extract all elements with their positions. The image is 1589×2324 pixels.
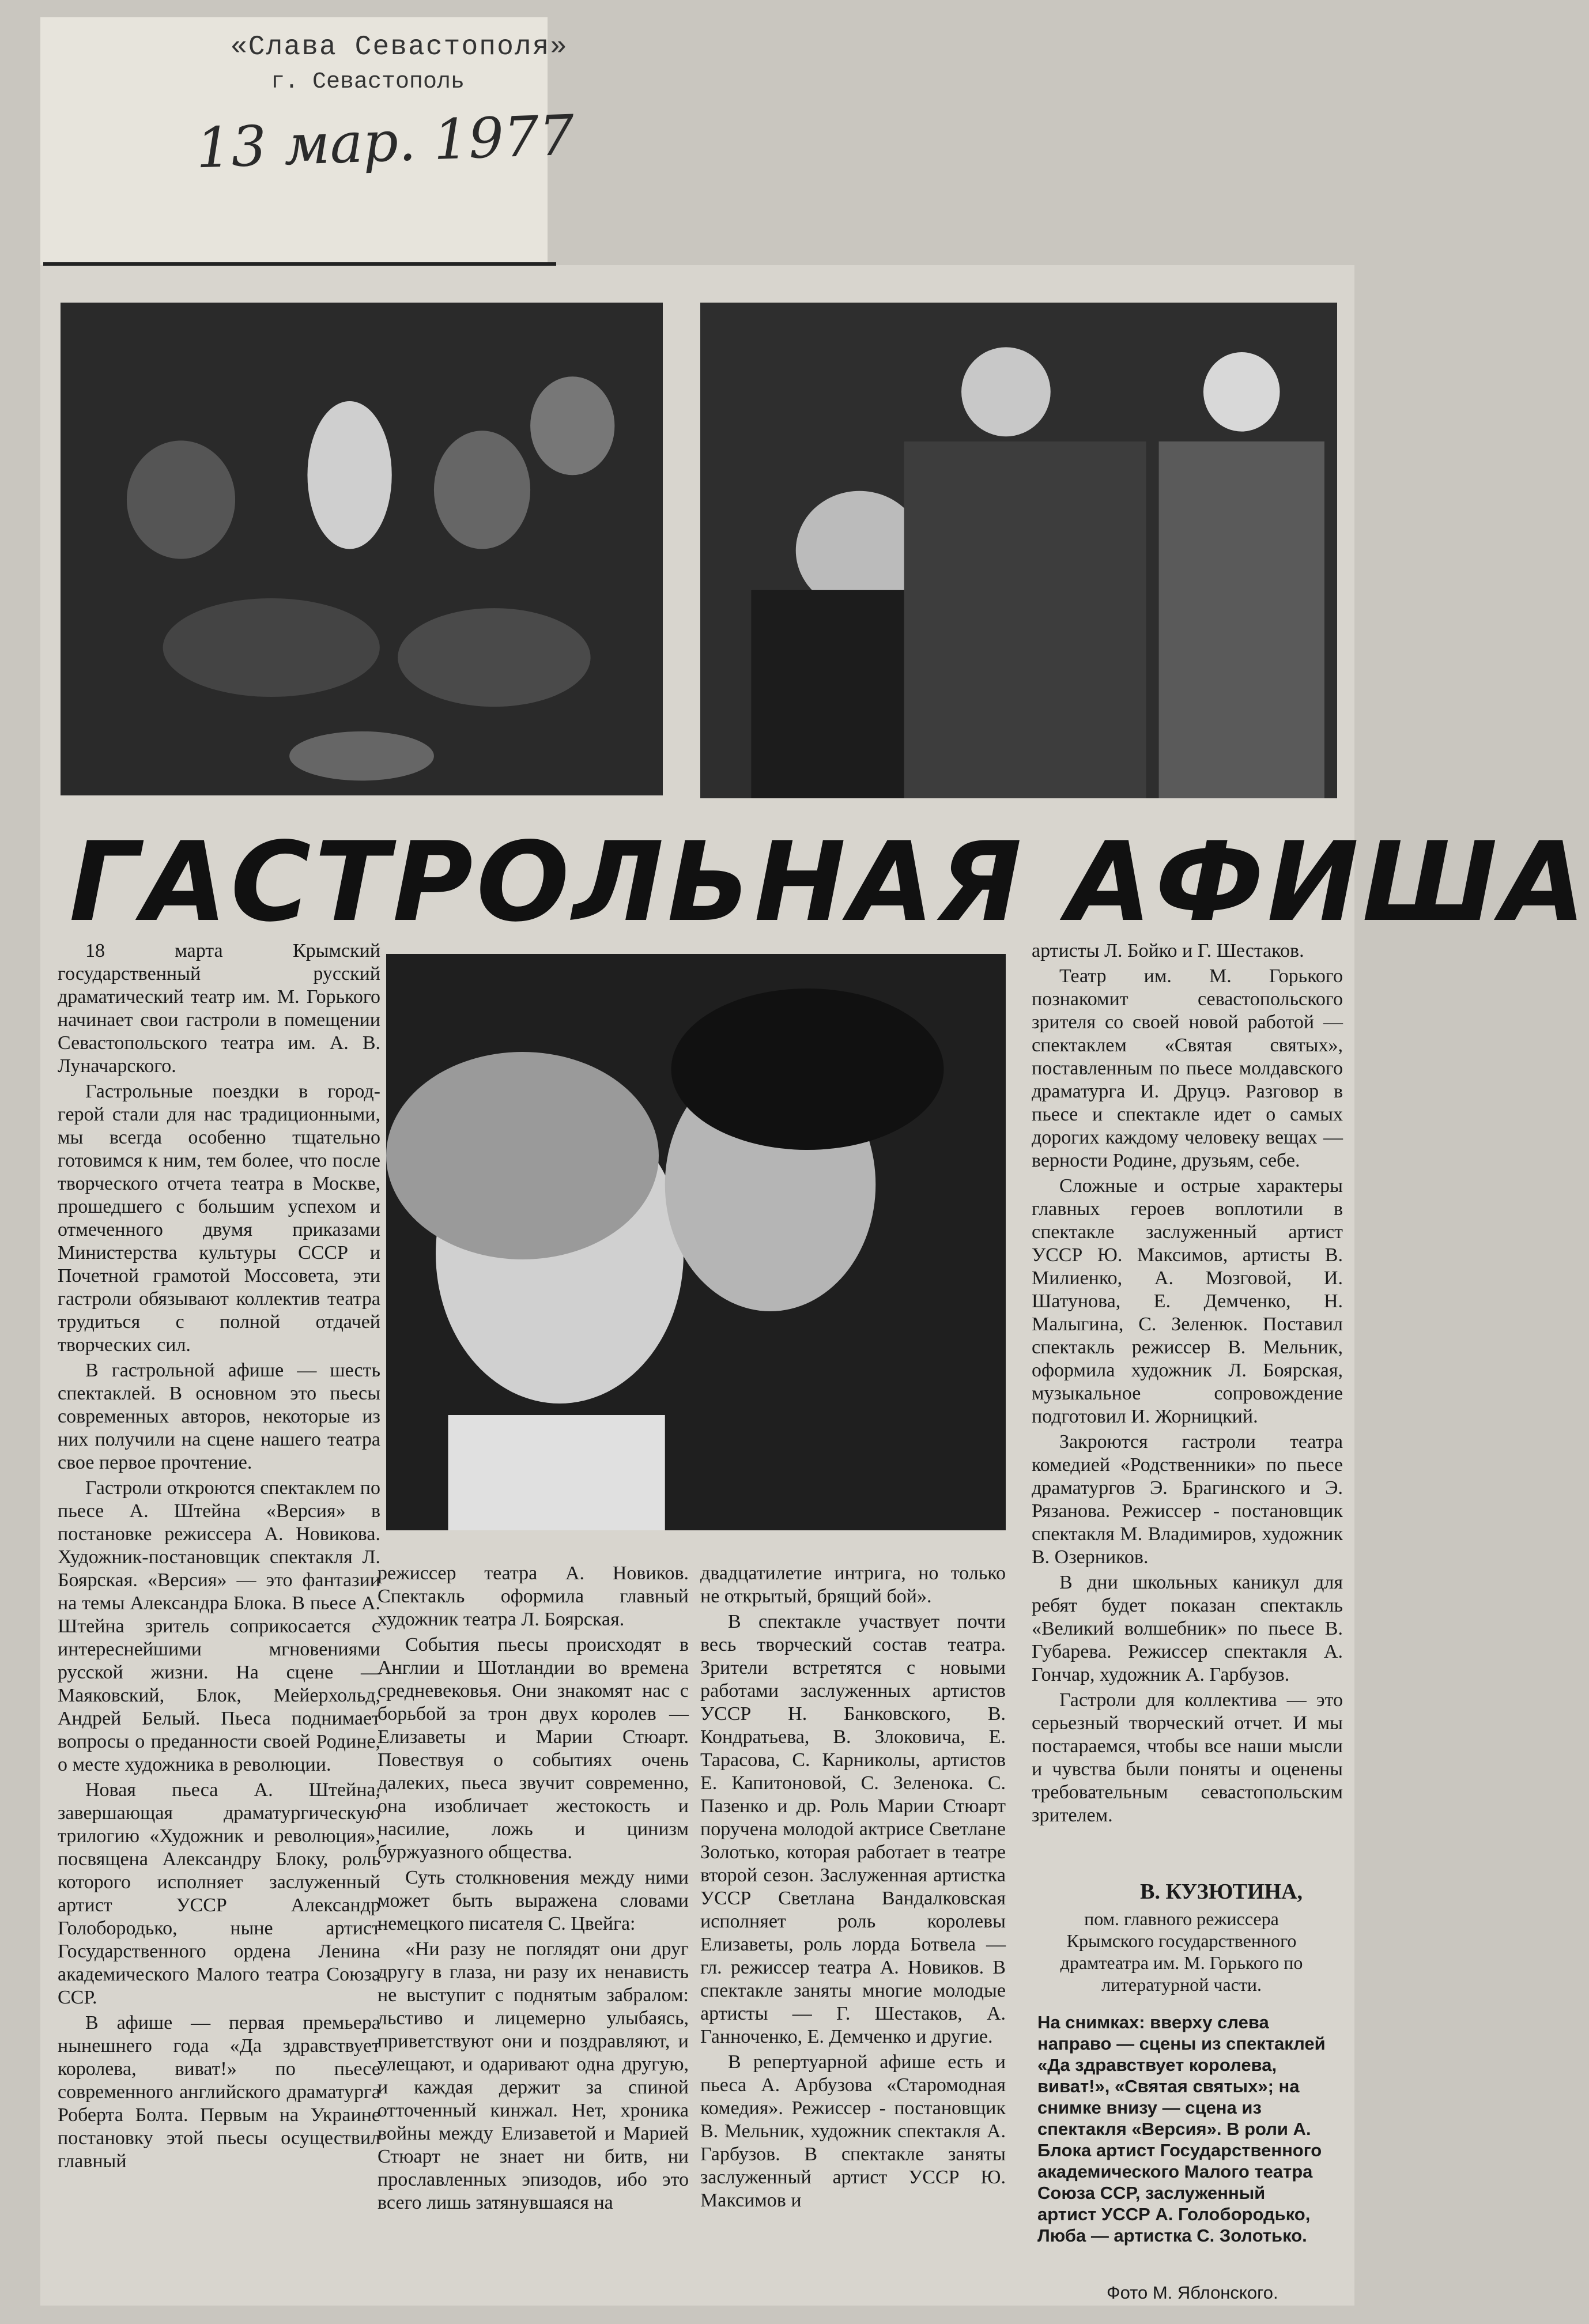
- photo-crowd-scene: [61, 303, 663, 795]
- paragraph: Гастроли откроются спектаклем по пьесе А. Штейна «Версия» в постановке режиссера А. Новикова. Художник-постановщик спектакля Л. Боярская. «Версия» — это фантазии на темы Александра Блока. В пьесе А. Штейна зритель соприкосается с интереснейшими мгновениями русской жизни. На сцене — Маяковский, Блок, Мейерхольд, Андрей Белый. Пьеса поднимает вопросы о преданности своей Родине, о месте художника в революции.: [58, 1477, 380, 1775]
- paragraph: В гастрольной афише — шесть спектаклей. В основном это пьесы современных авторов, некоторые из них получили на сцене нашего театра свое первое прочтение.: [58, 1360, 380, 1473]
- article-column-3: [700, 1562, 1006, 2214]
- paragraph: В спектакле участвует почти весь творческий состав театра. Зрители встретятся с новыми работами заслуженных артистов УССР Н. Банковского, В. Кондратьева, В. Злоковича, Е. Тарасова, С. Карниколы, артистов Е. Капитоновой, С. Зеленока. С. Пазенко и др. Роль Марии Стюарт поручена молодой актрисе Светлане Золотько, которая работает в театре второй сезон. Заслуженная артистка УССР Светлана Вандалковская исполняет роль королевы Елизаветы, роль лорда Ботвела — гл. режиссер театра А. Новиков. В спектакле заняты многие молодые артисты — Г. Шестаков, А. Ганноченко, Е. Демченко и другие.: [700, 1611, 1006, 2047]
- paragraph: Новая пьеса А. Штейна, завершающая драматургическую трилогию «Художник и революция», посвящена Александру Блоку, роль которого исполняет заслуженный артист УССР Александр Голобородько, ныне артист Государственного ордена Ленина академического Малого театра Союза ССР.: [58, 1779, 380, 2008]
- author-name: В. КУЗЮТИНА,: [1140, 1880, 1303, 1904]
- city-stamp: г. Севастополь: [271, 69, 465, 95]
- paragraph: «Ни разу не поглядят они друг другу в глаза, ни разу их ненависть не выступит с поднятым забралом: льстиво и лицемерно улыбаясь, приветствуют они и поздравляют, и улещают, и одаривают одна другую, и каждая держит за спиной отточенный кинжал. Нет, хроника войны между Елизаветой и Марией Стюарт не знает ни битв, ни прославленных эпизодов, ибо это всего лишь затянувшаяся на: [378, 1938, 689, 2213]
- paragraph: В дни школьных каникул для ребят будет показан спектакль «Великий волшебник» по пьесе В. Губарева. Режиссер спектакля А. Гончар, художник А. Гарбузов.: [1032, 1572, 1343, 1685]
- article-column-2: [378, 1562, 689, 2217]
- photo-credit: Фото М. Яблонского.: [1107, 2282, 1278, 2303]
- paragraph: режиссер театра А. Новиков. Спектакль оформила главный художник театра Л. Боярская.: [378, 1563, 689, 1630]
- article-column-4: [1032, 940, 1343, 1829]
- paragraph: В афише — первая премьера нынешнего года «Да здравствует королева, виват!» по пьесе современного английского драматурга Роберта Болта. Первым на Украине постановку этой пьесы осуществил главный: [58, 2012, 380, 2172]
- paragraph: 18 марта Крымский государственный русский драматический театр им. М. Горького начинает свои гастроли в помещении Севастопольского театра им. А. В. Луначарского.: [58, 940, 380, 1077]
- newspaper-stamp: «Слава Севастополя»: [231, 32, 568, 63]
- photo-version-scene: [386, 954, 1006, 1530]
- photo-three-actors: [700, 303, 1337, 798]
- paragraph: двадцатилетие интрига, но только не открытый, брящий бой».: [700, 1563, 1006, 1607]
- article-column-1: [58, 940, 380, 2175]
- paragraph: Суть столкновения между ними может быть выражена словами немецкого писателя С. Цвейга:: [378, 1867, 689, 1934]
- paragraph: Гастрольные поездки в город-герой стали для нас традиционными, мы всегда особенно тщательно готовимся к ним, тем более, что после творческого отчета театра в Москве, прошедшего с большим успехом и отмеченного двумя приказами Министерства культуры СССР и Почетной грамотой Моссовета, эти гастроли обязывают коллектив театра трудиться с полной отдачей творческих сил.: [58, 1081, 380, 1356]
- paragraph: В репертуарной афише есть и пьеса А. Арбузова «Старомодная комедия». Режиссер - постановщик В. Мельник, художник спектакля А. Гарбузов. В спектакле заняты заслуженный артист УССР Ю. Максимов и: [700, 2051, 1006, 2211]
- author-title: пом. главного режиссера Крымского государственного драмтеатра им. М. Горького по литературной части.: [1060, 1908, 1303, 1995]
- photo-caption: На снимках: вверху слева направо — сцены из спектаклей «Да здравствует королева, виват!», «Святая святых»; на снимке внизу — сцена из спектакля «Версия». В роли А. Блока артист Государственного академического Малого театра Союза ССР, заслуженный артист УССР А. Голобородько, Люба — артистка С. Золотько.: [1037, 2012, 1326, 2246]
- handwritten-date: 13 мар. 1977: [195, 103, 576, 181]
- paragraph: артисты Л. Бойко и Г. Шестаков.: [1032, 940, 1304, 961]
- divider: [43, 262, 556, 266]
- paragraph: Закроются гастроли театра комедией «Родственники» по пьесе драматургов Э. Брагинского и Э. Рязанова. Режиссер - постановщик спектакля М. Владимиров, художник В. Озерников.: [1032, 1431, 1343, 1568]
- paragraph: Гастроли для коллектива — это серьезный творческий отчет. И мы постараемся, чтобы все наши мысли и чувства были поняты и оценены требовательным севастопольским зрителем.: [1032, 1689, 1343, 1826]
- headline: ГАСТРОЛЬНАЯ АФИША: [69, 818, 1589, 946]
- paragraph: События пьесы происходят в Англии и Шотландии во времена средневековья. Они знакомят нас с борьбой за трон двух королев — Елизаветы и Марии Стюарт. Повествуя о событиях очень далеких, пьеса звучит современно, она изобличает жестокость и насилие, ложь и цинизм буржуазного общества.: [378, 1634, 689, 1863]
- paragraph: Театр им. М. Горького познакомит севастопольского зрителя со своей новой работой — спектаклем «Святая святых», поставленным по пьесе молдавского драматурга И. Друцэ. Разговор в пьесе и спектакле идет о самых дорогих каждому человеку вещах — верности Родине, друзьям, себе.: [1032, 965, 1343, 1171]
- paragraph: Сложные и острые характеры главных героев воплотили в спектакле заслуженный артист УССР Ю. Максимов, артисты В. Милиенко, А. Мозговой, И. Шатунова, Е. Демченко, Н. Малыгина, С. Зеленюк. Поставил спектакль режиссер В. Мельник, оформила художник Л. Боярская, музыкальное сопровождение подготовил И. Жорницкий.: [1032, 1175, 1343, 1427]
